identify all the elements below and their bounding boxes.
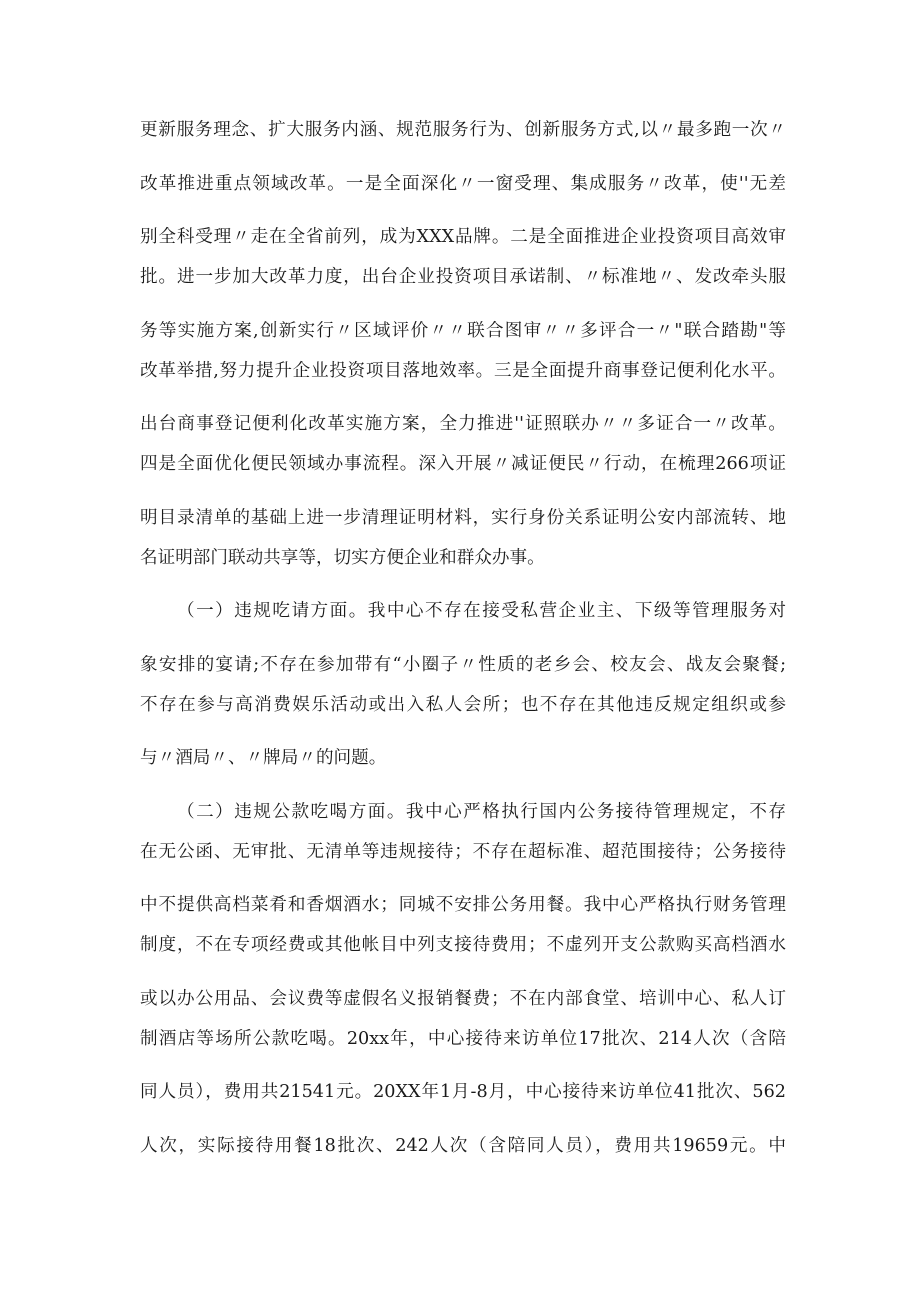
text-line: （一）违规吃请方面。我中心不存在接受私营企业主、下级等管理服务对 [177, 601, 786, 621]
text-line: 批。进一步加大改革力度，出台企业投资项目承诺制、〃标准地〃、发改牵头服 [140, 267, 786, 287]
text-line: 出台商事登记便利化改革实施方案，全力推进''证照联办〃〃多证合一〃改革。 [140, 414, 786, 434]
text-line: 更新服务理念、扩大服务内涵、规范服务行为、创新服务方式,以〃最多跑一次〃 [140, 120, 786, 140]
text-line: 象安排的宴请;不存在参加带有“小圈子〃性质的老乡会、校友会、战友会聚餐; [140, 655, 786, 675]
text-line: （二）违规公款吃喝方面。我中心严格执行国内公务接待管理规定，不存 [177, 802, 786, 822]
text-line: 不存在参与高消费娱乐活动或出入私人会所；也不存在其他违反规定组织或参 [140, 695, 786, 715]
text-line: 中不提供高档菜肴和香烟酒水；同城不安排公务用餐。我中心严格执行财务管理 [140, 895, 786, 915]
text-line: 制度，不在专项经费或其他帐目中列支接待费用；不虚列开支公款购买高档酒水 [140, 935, 786, 955]
text-line: 在无公函、无审批、无清单等违规接待；不存在超标准、超范围接待；公务接待 [140, 842, 786, 862]
text-line: 或以办公用品、会议费等虚假名义报销餐费；不在内部食堂、培训中心、私人订 [140, 989, 786, 1009]
text-line: 制酒店等场所公款吃喝。20xx年，中心接待来访单位17批次、214人次（含陪 [140, 1029, 786, 1049]
text-line: 改革举措,努力提升企业投资项目落地效率。三是全面提升商事登记便利化水平。 [140, 361, 786, 381]
text-line: 别全科受理〃走在全省前列，成为XXX品牌。二是全面推进企业投资项目高效审 [140, 227, 786, 247]
text-line: 务等实施方案,创新实行〃区域评价〃〃联合图审〃〃多评合一〃"联合踏勘"等 [140, 321, 786, 341]
text-line: 改革推进重点领域改革。一是全面深化〃一窗受理、集成服务〃改革，使''无差 [140, 174, 786, 194]
text-line: 四是全面优化便民领域办事流程。深入开展〃减证便民〃行动，在梳理266项证 [140, 454, 786, 474]
text-line: 人次，实际接待用餐18批次、242人次（含陪同人员），费用共19659元。中 [140, 1136, 786, 1156]
text-line: 名证明部门联动共享等，切实方便企业和群众办事。 [140, 548, 545, 568]
text-line: 与〃酒局〃、〃牌局〃的问题。 [140, 748, 387, 768]
text-line: 同人员），费用共21541元。20XX年1月-8月，中心接待来访单位41批次、562 [140, 1082, 786, 1102]
text-line: 明目录清单的基础上进一步清理证明材料，实行身份关系证明公安内部流转、地 [140, 508, 786, 528]
